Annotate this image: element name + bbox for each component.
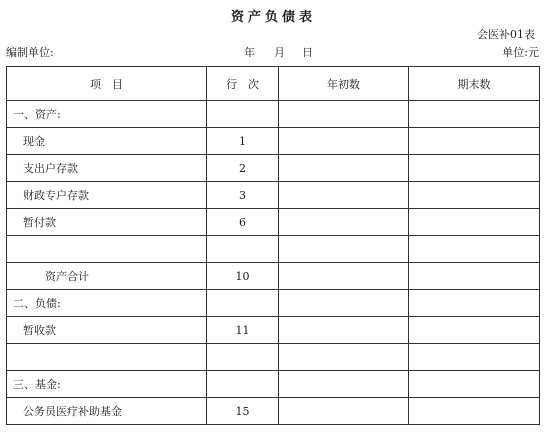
table-row [7, 209, 540, 236]
meta-row [6, 44, 539, 60]
row-item: 资产合计 [7, 263, 207, 290]
row-item [7, 344, 207, 371]
table-row [7, 236, 540, 263]
row-closing-cell [409, 317, 540, 344]
table-row [7, 182, 540, 209]
row-opening-cell [279, 155, 409, 182]
row-item: 公务员医疗补助基金 [7, 398, 207, 425]
header-item: 项 目 [7, 67, 207, 101]
row-opening-cell [279, 344, 409, 371]
row-item: 现金 [7, 128, 207, 155]
row-item: 支出户存款 [7, 155, 207, 182]
row-line [207, 344, 279, 371]
row-line [207, 290, 279, 317]
row-item: 二、负债: [7, 290, 207, 317]
header-opening-balance: 年初数 [279, 67, 409, 101]
row-item: 暂收款 [7, 317, 207, 344]
row-closing-cell [409, 371, 540, 398]
row-opening-cell [279, 290, 409, 317]
row-opening-cell [279, 398, 409, 425]
month-label: 月 [274, 46, 285, 59]
row-opening-cell [279, 263, 409, 290]
row-closing-cell [409, 155, 540, 182]
row-line: 2 [207, 155, 279, 182]
table-row [7, 128, 540, 155]
row-opening-cell [279, 236, 409, 263]
row-item: 一、资产: [7, 101, 207, 128]
table-row [7, 101, 540, 128]
row-item: 三、基金: [7, 371, 207, 398]
row-closing-cell [409, 290, 540, 317]
row-closing-cell [409, 101, 540, 128]
table-row [7, 398, 540, 425]
row-line: 15 [207, 398, 279, 425]
row-line: 6 [207, 209, 279, 236]
balance-sheet-table [6, 66, 540, 425]
row-closing-cell [409, 182, 540, 209]
document-title: 资产负债表 [230, 10, 316, 25]
year-label: 年 [244, 46, 255, 59]
table-row [7, 155, 540, 182]
table-row [7, 371, 540, 398]
row-line: 10 [207, 263, 279, 290]
table-header-row [7, 67, 540, 101]
header-line-number: 行 次 [207, 67, 279, 101]
row-closing-cell [409, 398, 540, 425]
row-opening-cell [279, 128, 409, 155]
row-item: 暂付款 [7, 209, 207, 236]
row-line: 3 [207, 182, 279, 209]
row-closing-cell [409, 236, 540, 263]
compiling-unit-label: 编制单位: [6, 46, 54, 59]
row-opening-cell [279, 317, 409, 344]
row-opening-cell [279, 209, 409, 236]
row-line [207, 101, 279, 128]
row-item [7, 236, 207, 263]
row-closing-cell [409, 263, 540, 290]
table-row [7, 263, 540, 290]
currency-unit-label: 单位:元 [502, 46, 539, 59]
row-line [207, 371, 279, 398]
table-row [7, 344, 540, 371]
row-closing-cell [409, 344, 540, 371]
table-row [7, 317, 540, 344]
table-row [7, 290, 540, 317]
row-line: 1 [207, 128, 279, 155]
row-item: 财政专户存款 [7, 182, 207, 209]
row-closing-cell [409, 209, 540, 236]
row-opening-cell [279, 101, 409, 128]
row-line: 11 [207, 317, 279, 344]
form-code: 会医补01表 [477, 28, 535, 41]
row-opening-cell [279, 182, 409, 209]
day-label: 日 [302, 46, 313, 59]
row-line [207, 236, 279, 263]
row-closing-cell [409, 128, 540, 155]
header-closing-balance: 期末数 [409, 67, 540, 101]
row-opening-cell [279, 371, 409, 398]
